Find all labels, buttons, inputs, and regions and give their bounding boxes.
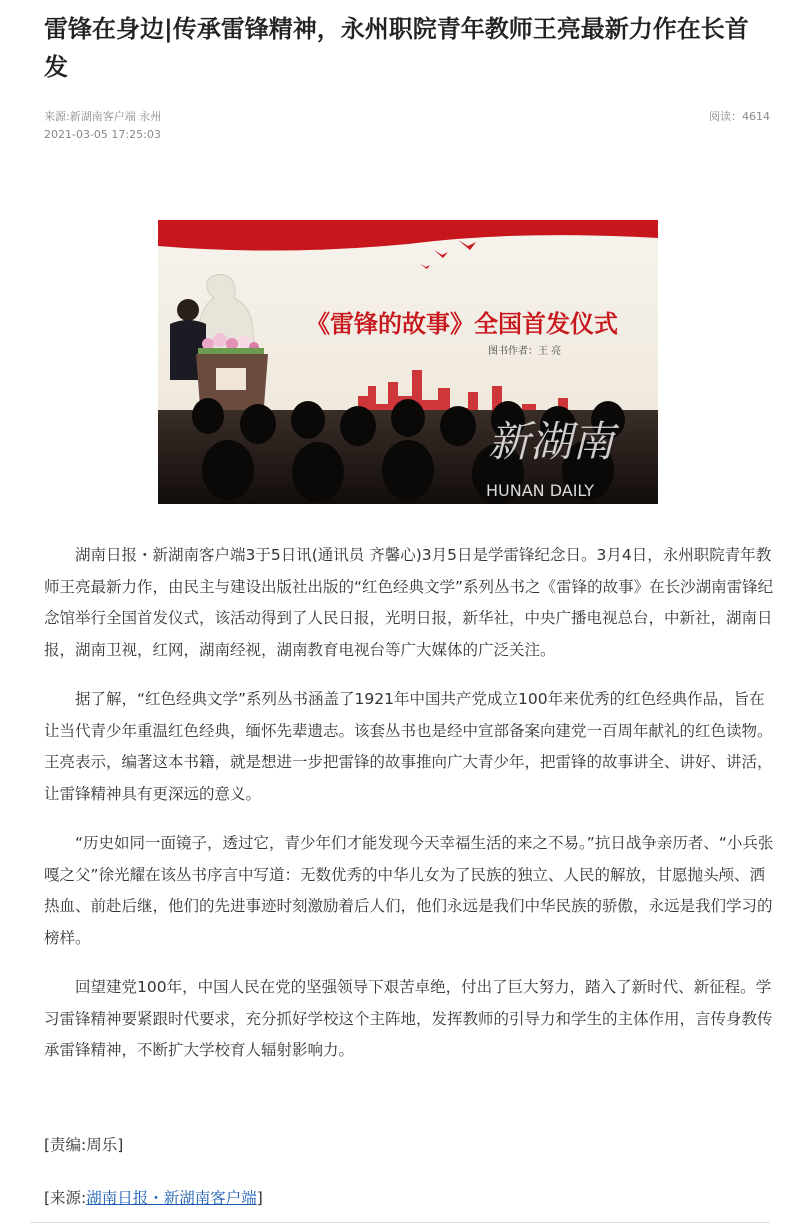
- body-paragraph-4: 回望建党100年，中国人民在党的坚强领导下艰苦卓绝，付出了巨大努力，踏入了新时代、新征程。学习雷锋精神要紧跟时代要求，充分抓好学校这个主阵地，发挥教师的引导力和学生的主体作用，言传身教传承雷锋精神，不断扩大学校育人辐射影响力。: [44, 978, 773, 1059]
- banner-author-text: 图书作者：王 亮: [488, 346, 562, 357]
- body-paragraph-2: 据了解，“红色经典文学”系列丛书涵盖了1921年中国共产党成立100年来优秀的红色经典作品，旨在让当代青少年重温红色经典，缅怀先辈遗志。该套丛书也是经中宣部备案向建党一百周年献礼的红色读物。王亮表示，编著这本书籍，就是想进一步把雷锋的故事推向广大青少年，把雷锋的故事讲全、讲好、讲活，让雷锋精神具有更深远的意义。: [44, 690, 773, 803]
- podium-sign: [216, 368, 246, 390]
- article-body: [44, 540, 774, 1085]
- article-meta: [44, 108, 161, 144]
- read-count-label: 阅读：: [709, 110, 742, 123]
- body-paragraph-1: 湖南日报・新湖南客户端3于5日讯(通讯员 齐馨心)3月5日是学雷锋纪念日。3月4日，永州职院青年教师王亮最新力作，由民主与建设出版社出版的“红色经典文学”系列丛书之《雷锋的故事》在长沙湖南雷锋纪念馆举行全国首发仪式，该活动得到了人民日报，光明日报，新华社，中央广播电视总台，中新社，湖南日报，湖南卫视，红网，湖南经视，湖南教育电视台等广大媒体的广泛关注。: [44, 546, 774, 659]
- read-count: [709, 108, 770, 126]
- body-paragraph-3: “历史如同一面镜子，透过它，青少年们才能发现今天幸福生活的来之不易。”抗日战争亲历者、“小兵张嘎之父”徐光耀在该丛书序言中写道：无数优秀的中华儿女为了民族的独立、人民的解放，甘愿抛头颅、洒热血、前赴后继，他们的先进事迹时刻激励着后人们，他们永远是我们中华民族的骄傲，永远是我们学习的榜样。: [44, 834, 774, 947]
- watermark-cn: 新湖南: [488, 417, 615, 466]
- banner-top-left-text: 雷锋新城学雷锋: [222, 234, 328, 252]
- source-prefix: [来源:: [44, 1189, 87, 1207]
- article-source: 来源:新湖南客户端 永州: [44, 110, 162, 123]
- bottom-divider: [30, 1222, 770, 1223]
- article-title: 雷锋在身边|传承雷锋精神，永州职院青年教师王亮最新力作在长首发: [44, 15, 749, 81]
- source-credit: [44, 1186, 263, 1208]
- source-suffix: ]: [256, 1189, 263, 1207]
- read-count-value: 4614: [742, 110, 770, 123]
- event-photo-illustration: [158, 220, 658, 504]
- source-link[interactable]: 湖南日报・新湖南客户端: [86, 1189, 257, 1207]
- banner-title-text: 《雷锋的故事》全国首发仪式: [306, 310, 618, 338]
- watermark-en: HUNAN DAILY: [486, 481, 594, 500]
- article-photo: [158, 220, 658, 504]
- editor-credit: [责编:周乐]: [44, 1136, 124, 1154]
- article-datetime: 2021-03-05 17:25:03: [44, 128, 161, 141]
